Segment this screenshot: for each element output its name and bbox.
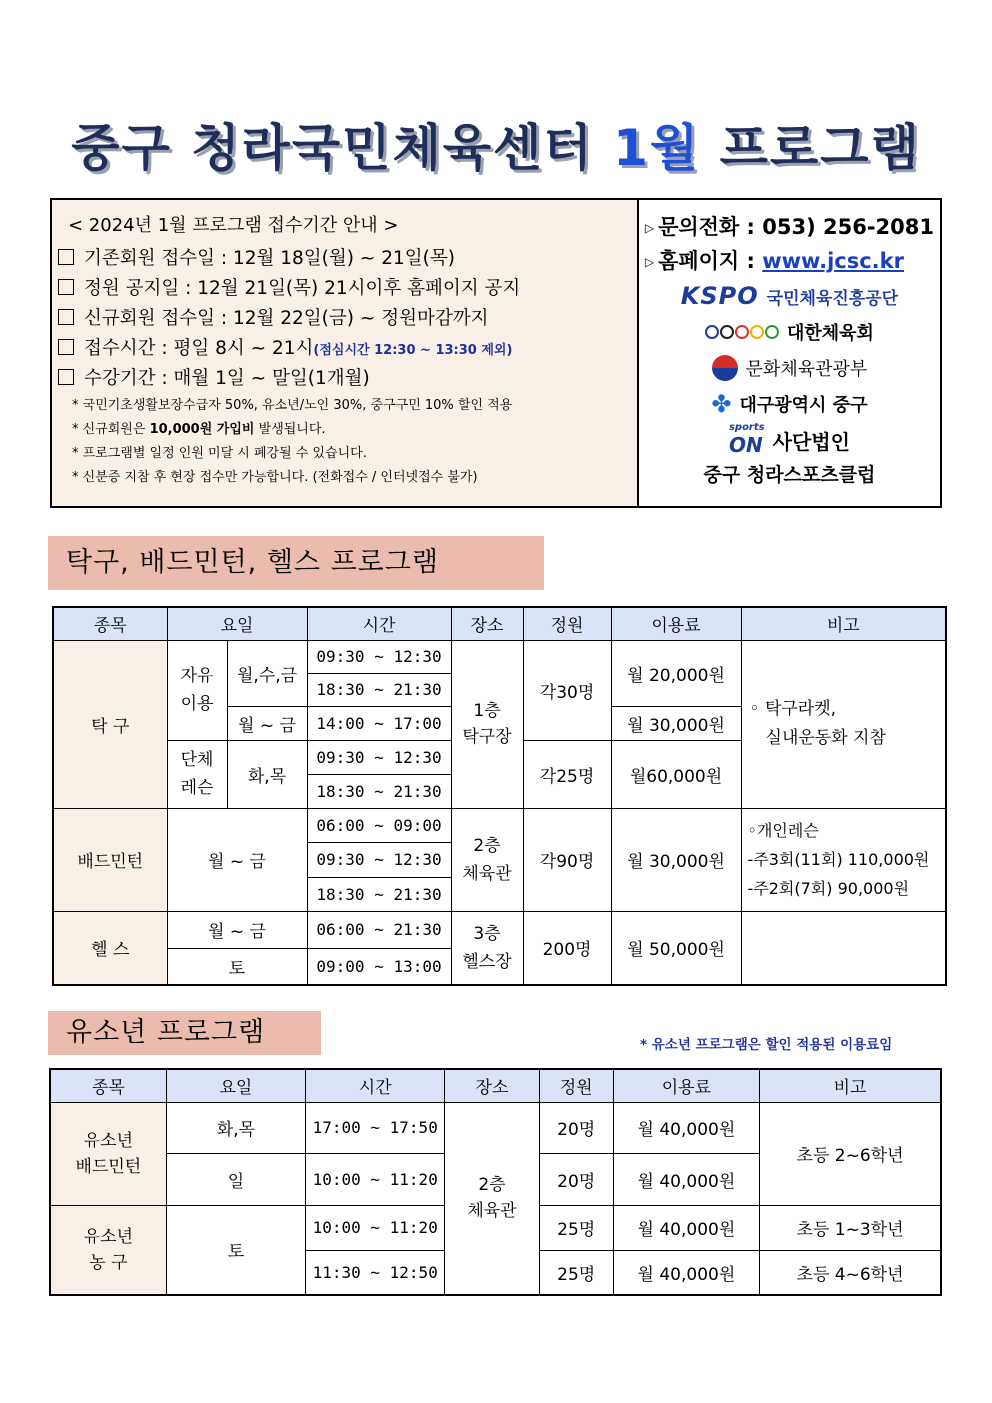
pingpong-group: 단체 레슨 [167, 740, 227, 808]
youth-badminton-remark: 초등 2~6학년 [760, 1102, 941, 1205]
badminton-days: 월 ~ 금 [167, 808, 307, 911]
junggu-emblem-icon: ✤ [711, 390, 732, 418]
title-prefix: 중구 청라국민체육센터 [71, 119, 614, 177]
checkbox-icon [58, 309, 74, 325]
header-fee: 이용료 [611, 607, 741, 640]
kspo-logo: KSPO 국민체육진흥공단 [680, 282, 899, 310]
table-cell-capacity: 25명 [539, 1205, 613, 1250]
gym-remark [741, 911, 946, 985]
header-capacity: 정원 [539, 1069, 613, 1102]
pingpong-fee-weekday: 월 30,000원 [611, 706, 741, 740]
contact-phone: ▷ 문의전화 : 053) 256-2081 [644, 215, 934, 239]
pingpong-days-tt: 화,목 [227, 740, 307, 808]
badminton-remark: ◦개인레슨 -주3회(11회) 110,000원 -주2회(7회) 90,000원 [741, 808, 946, 911]
youth-discount-note: * 유소년 프로그램은 할인 적용된 이용료임 [640, 1037, 893, 1053]
header-place: 장소 [451, 607, 523, 640]
note-cancel: * 프로그램별 일정 인원 미달 시 폐강될 수 있습니다. [72, 446, 367, 461]
title-month: 1월 [613, 119, 701, 177]
table-cell-time: 09:00 ~ 13:00 [307, 948, 451, 985]
registration-heading: < 2024년 1월 프로그램 접수기간 안내 > [68, 215, 399, 236]
section-title-youth: 유소년 프로그램 [48, 1011, 321, 1055]
pingpong-days-weekday: 월 ~ 금 [227, 706, 307, 740]
pingpong-free: 자유 이용 [167, 640, 227, 740]
note-id: * 신분증 지참 후 현장 접수만 가능합니다. (전화접수 / 인터넷접수 불가) [72, 470, 478, 485]
mcst-logo: 문화체육관광부 [645, 350, 934, 386]
phone-number[interactable]: 053) 256-2081 [762, 215, 934, 239]
sport-youth-basketball: 유소년 농 구 [50, 1205, 166, 1295]
table-cell-time: 18:30 ~ 21:30 [307, 877, 451, 911]
table-cell-time: 09:30 ~ 12:30 [307, 640, 451, 673]
header-sport: 종목 [53, 607, 167, 640]
sport-gym: 헬 스 [53, 911, 167, 985]
club-name: 중구 청라스포츠클럽 [703, 464, 876, 486]
homepage-link[interactable]: www.jcsc.kr [762, 249, 904, 273]
checkbox-icon [58, 339, 74, 355]
table-cell-remark: 초등 4~6학년 [760, 1250, 941, 1295]
pingpong-remark: ◦ 탁구라켓, 실내운동화 지참 [741, 640, 946, 808]
gym-days-sat: 토 [167, 948, 307, 985]
table-cell-time: 17:00 ~ 17:50 [306, 1102, 445, 1153]
table-cell-time: 09:30 ~ 12:30 [307, 842, 451, 877]
table-cell-time: 11:30 ~ 12:50 [306, 1250, 445, 1295]
pingpong-place: 1층 탁구장 [451, 640, 523, 808]
header-sport: 종목 [50, 1069, 166, 1102]
header-days: 요일 [166, 1069, 305, 1102]
contact-homepage: ▷ 홈페이지 : www.jcsc.kr [644, 249, 904, 273]
badminton-fee: 월 30,000원 [611, 808, 741, 911]
contact-panel [639, 200, 940, 506]
pingpong-days-mwf: 월,수,금 [227, 640, 307, 706]
table-cell-time: 18:30 ~ 21:30 [307, 774, 451, 808]
note-fee: * 신규회원은 10,000원 가입비 발생됩니다. [72, 422, 326, 437]
header-fee: 이용료 [613, 1069, 759, 1102]
gym-fee: 월 50,000원 [611, 911, 741, 985]
pingpong-capacity-group: 각25명 [523, 740, 611, 808]
header-time: 시간 [307, 607, 451, 640]
table-cell-time: 06:00 ~ 21:30 [307, 911, 451, 948]
sport-pingpong: 탁 구 [53, 640, 167, 808]
adult-program-table [52, 606, 947, 986]
registration-guide [52, 200, 639, 506]
table-cell-time: 09:30 ~ 12:30 [307, 740, 451, 774]
info-line-period: 수강기간 : 매월 1일 ~ 말일(1개월) [58, 364, 631, 394]
table-cell-time: 10:00 ~ 11:20 [306, 1205, 445, 1250]
info-line-hours: 접수시간 : 평일 8시 ~ 21시(점심시간 12:30 ~ 13:30 제외) [58, 334, 631, 364]
header-remark: 비고 [760, 1069, 941, 1102]
note-discount: * 국민기초생활보장수급자 50%, 유소년/노인 30%, 중구구민 10% 할인 적용 [72, 398, 513, 413]
lunch-note: (점심시간 12:30 ~ 13:30 제외) [313, 343, 513, 358]
checkbox-icon [58, 249, 74, 265]
taeguk-icon [712, 355, 738, 381]
table-cell-time: 06:00 ~ 09:00 [307, 808, 451, 842]
badminton-capacity: 각90명 [523, 808, 611, 911]
olympic-rings-icon [705, 325, 779, 339]
table-cell-fee: 월 40,000원 [613, 1153, 759, 1205]
kso-logo: 대한체육회 [645, 314, 934, 350]
youth-basketball-days: 토 [166, 1205, 305, 1295]
pingpong-capacity-free: 각30명 [523, 640, 611, 740]
youth-program-table [49, 1068, 942, 1296]
table-cell-fee: 월 40,000원 [613, 1250, 759, 1295]
header-place: 장소 [445, 1069, 539, 1102]
youth-place: 2층 체육관 [445, 1102, 539, 1295]
sports-on-logo: sports ON 사단법인 [728, 422, 850, 457]
gym-capacity: 200명 [523, 911, 611, 985]
info-line-announce: 정원 공지일 : 12월 21일(목) 21시이후 홈페이지 공지 [58, 274, 631, 304]
table-cell-remark: 초등 1~3학년 [760, 1205, 941, 1250]
pingpong-fee-mwf: 월 20,000원 [611, 640, 741, 706]
badminton-place: 2층 체육관 [451, 808, 523, 911]
checkbox-icon [58, 369, 74, 385]
header-time: 시간 [306, 1069, 445, 1102]
page-title [0, 108, 992, 180]
pingpong-fee-group: 월60,000원 [611, 740, 741, 808]
gym-place: 3층 헬스장 [451, 911, 523, 985]
info-line-existing: 기존회원 접수일 : 12월 18일(월) ~ 21일(목) [58, 244, 631, 274]
header-remark: 비고 [741, 607, 946, 640]
triangle-icon: ▷ [644, 221, 655, 235]
table-cell-fee: 월 40,000원 [613, 1102, 759, 1153]
table-cell-capacity: 20명 [539, 1102, 613, 1153]
sport-badminton: 배드민턴 [53, 808, 167, 911]
section-title-adult: 탁구, 배드민턴, 헬스 프로그램 [48, 536, 544, 590]
table-cell-days: 일 [166, 1153, 305, 1205]
registration-info-box [50, 198, 942, 508]
table-cell-time: 14:00 ~ 17:00 [307, 706, 451, 740]
title-suffix: 프로그램 [700, 119, 921, 177]
header-days: 요일 [167, 607, 307, 640]
triangle-icon: ▷ [644, 255, 655, 269]
table-cell-capacity: 20명 [539, 1153, 613, 1205]
header-capacity: 정원 [523, 607, 611, 640]
table-cell-days: 화,목 [166, 1102, 305, 1153]
checkbox-icon [58, 279, 74, 295]
gym-days-weekday: 월 ~ 금 [167, 911, 307, 948]
table-cell-time: 10:00 ~ 11:20 [306, 1153, 445, 1205]
info-line-new: 신규회원 접수일 : 12월 22일(금) ~ 정원마감까지 [58, 304, 631, 334]
sport-youth-badminton: 유소년 배드민턴 [50, 1102, 166, 1205]
junggu-logo: ✤ 대구광역시 중구 [711, 390, 868, 418]
table-cell-time: 18:30 ~ 21:30 [307, 673, 451, 706]
table-cell-capacity: 25명 [539, 1250, 613, 1295]
table-cell-fee: 월 40,000원 [613, 1205, 759, 1250]
